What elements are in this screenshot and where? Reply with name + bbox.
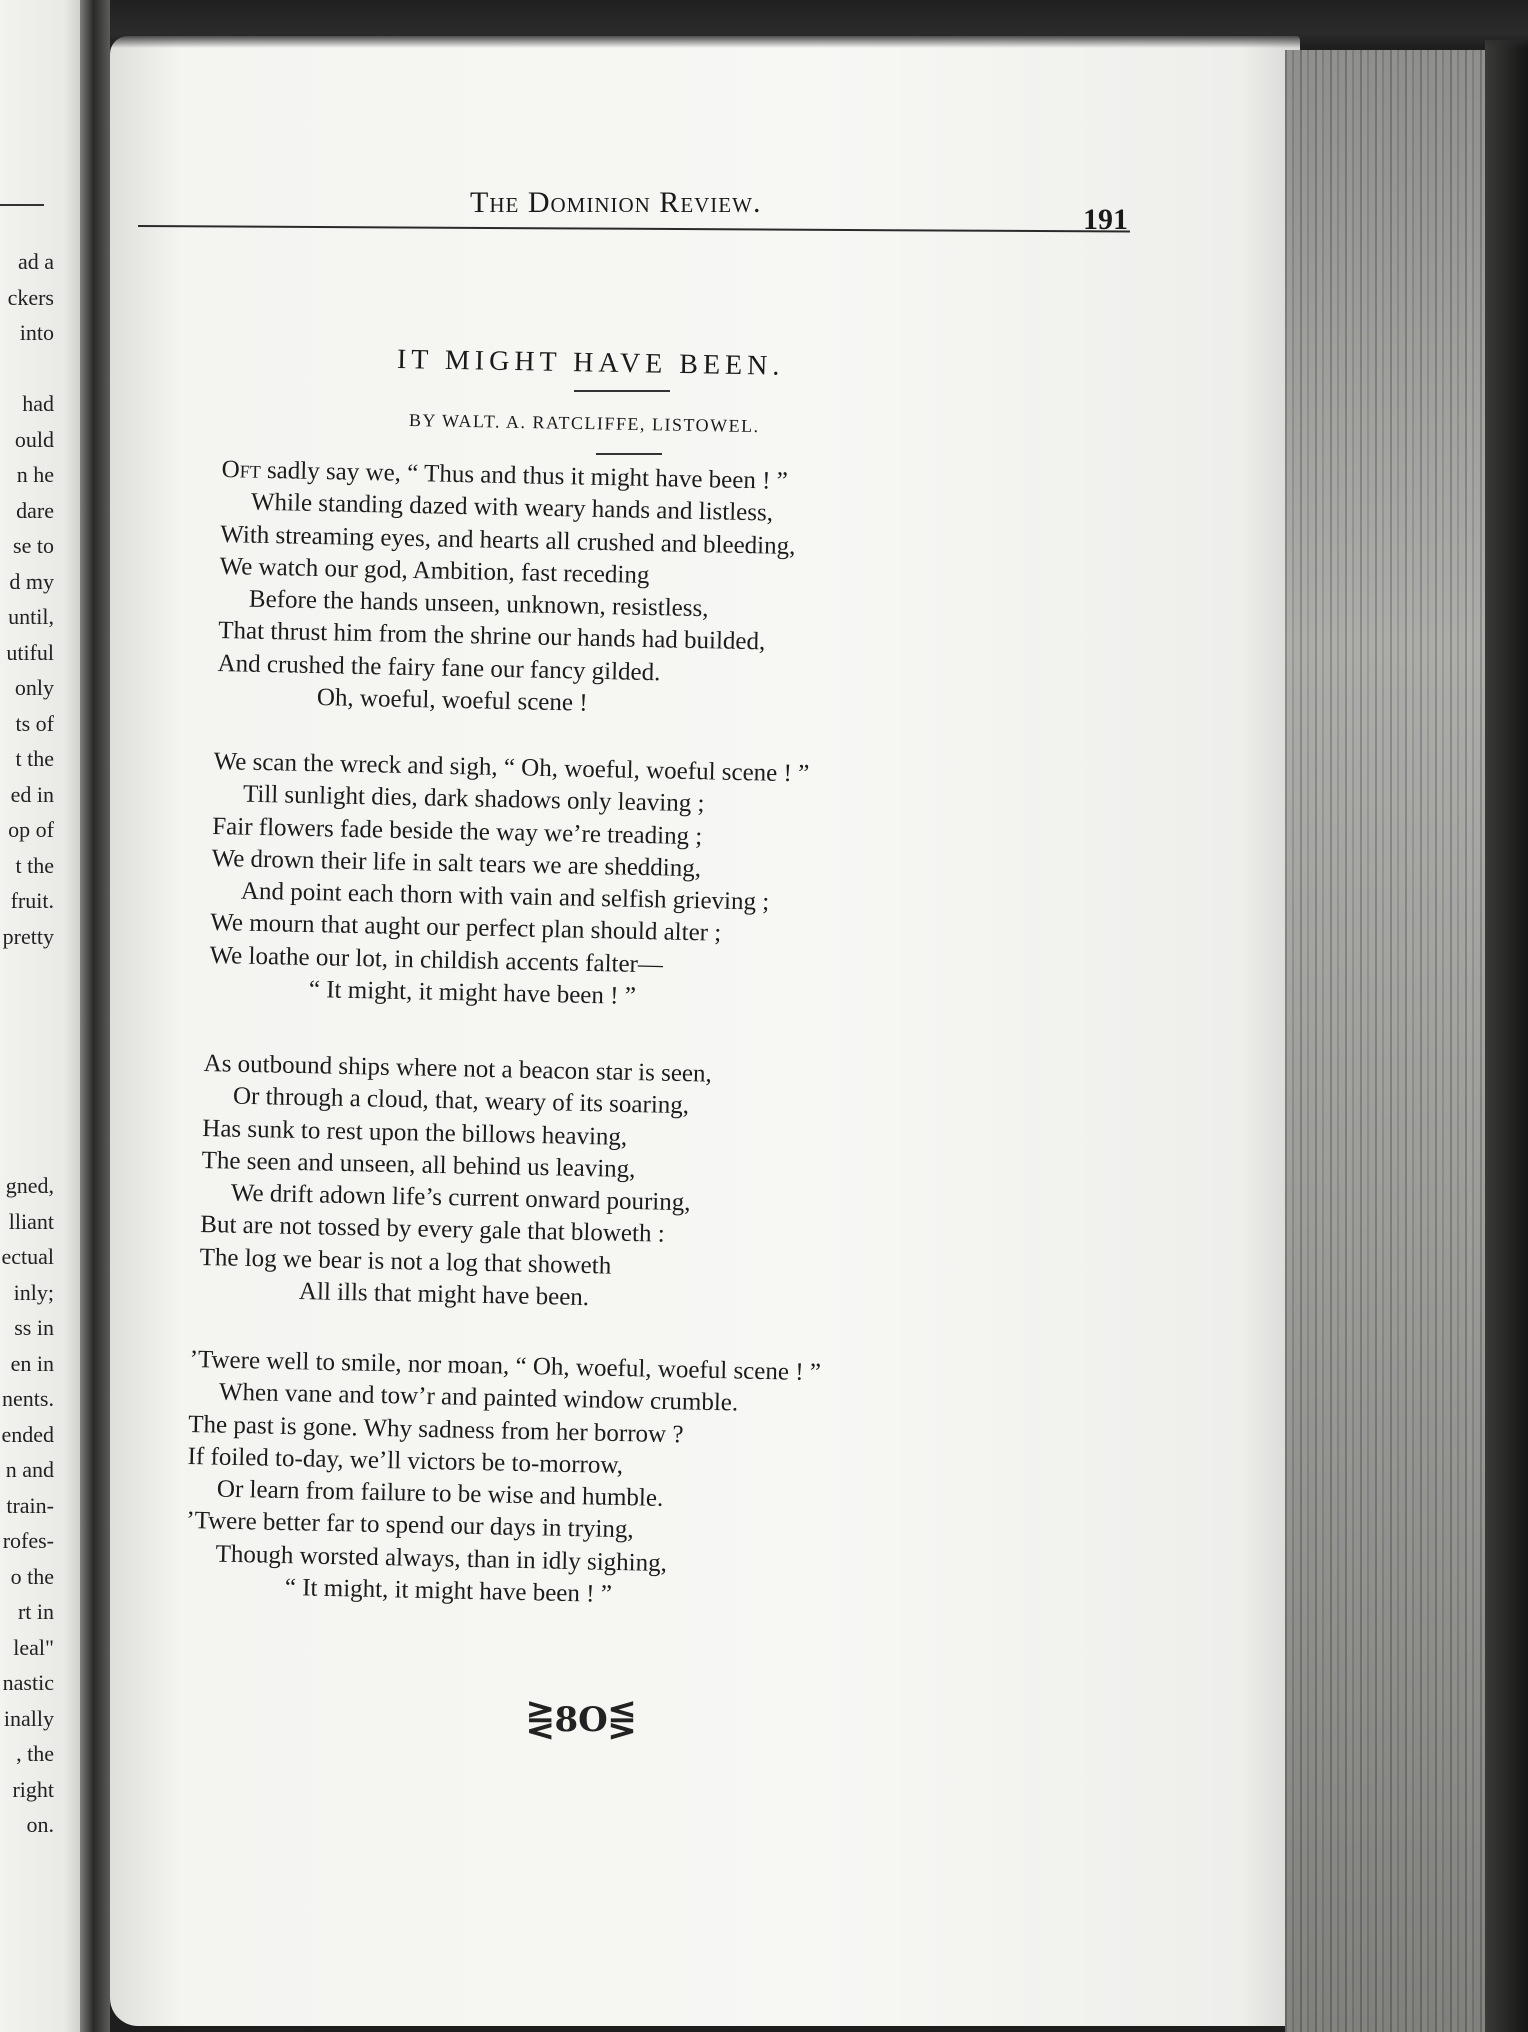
left-line: right (12, 1776, 54, 1802)
ornament-icon: ⋛8O⋚ (526, 1700, 637, 1740)
poem-author: BY WALT. A. RATCLIFFE, LISTOWEL. (408, 410, 760, 437)
verse-line: Or through a cloud, that, weary of its soaring, (232, 1082, 690, 1120)
left-line: fruit. (10, 888, 54, 913)
title-rule (574, 390, 670, 392)
verse-line: We drift adown life’s current onward pouring, (230, 1179, 691, 1217)
left-line: n and (5, 1457, 54, 1482)
stanza-3 (199, 1048, 713, 1317)
verse-line: While standing dazed with weary hands and listless, (250, 488, 774, 527)
left-line: en in (10, 1350, 54, 1376)
left-line: ould (14, 426, 54, 452)
stanza-4 (185, 1344, 822, 1616)
left-line: inally (3, 1705, 54, 1731)
left-line: on. (26, 1812, 54, 1837)
verse-line: Though worsted always, than in idly sighing, (215, 1540, 668, 1577)
left-line: rt in (17, 1599, 54, 1624)
verse-line: But are not tossed by every gale that bloweth : (200, 1211, 665, 1249)
left-line: n he (16, 462, 54, 487)
left-facing-page (0, 0, 80, 2032)
verse-line: Has sunk to rest upon the billows heaving, (202, 1114, 628, 1151)
left-line: ad a (17, 249, 54, 274)
verse-line-rest: sadly say we, “ Thus and thus it might have been ! ” (260, 456, 789, 495)
left-line: op of (8, 817, 54, 842)
verse-line: And point each thorn with vain and selfish grieving ; (240, 877, 770, 916)
left-line: d my (9, 568, 54, 594)
top-shadow (110, 0, 1528, 48)
verse-line: We scan the wreck and sigh, “ Oh, woeful, woeful scene ! ” (213, 747, 810, 788)
verse-line: “ It might, it might have been ! ” (284, 1574, 613, 1608)
left-line: utiful (6, 639, 54, 665)
left-line: into (19, 320, 54, 345)
left-line: se to (13, 533, 54, 558)
left-line: had (22, 391, 54, 416)
page-number: 191 (1083, 203, 1128, 236)
left-line: ckers (7, 284, 54, 310)
verse-line: When vane and tow’r and painted window crumble. (218, 1378, 739, 1417)
left-line: o the (10, 1563, 54, 1589)
left-line: train- (6, 1492, 54, 1518)
left-line: , the (16, 1741, 54, 1766)
left-line: ss in (14, 1315, 54, 1340)
verse-line: The past is gone. Why sadness from her borrow ? (188, 1410, 684, 1448)
left-line: gned, (5, 1173, 54, 1198)
verse-line: “ It might, it might have been ! ” (308, 976, 637, 1010)
stanza-2 (209, 746, 810, 1017)
left-line: rofes- (2, 1528, 54, 1553)
verse-line: If foiled to-day, we’ll victors be to-morrow, (187, 1442, 624, 1479)
left-line: lliant (8, 1208, 54, 1234)
verse-line: ’Twere well to smile, nor moan, “ Oh, woeful, woeful scene ! ” (189, 1345, 822, 1387)
left-line: t the (15, 852, 54, 878)
left-line: pretty (2, 923, 54, 949)
verse-line: We mourn that aught our perfect plan should alter ; (210, 909, 722, 948)
verse-line: As outbound ships where not a beacon star is seen, (203, 1049, 713, 1088)
running-title: The Dominion Review. (470, 186, 762, 219)
main-page (110, 36, 1300, 2026)
left-line: inly; (13, 1279, 54, 1305)
left-page-text (3, 244, 54, 954)
drop-word: Oft (221, 455, 262, 484)
verse-line: Oh, woeful, woeful scene ! (316, 684, 588, 717)
verse-line: We loathe our lot, in childish accents falter— (209, 941, 664, 979)
left-line: ectual (1, 1244, 54, 1269)
verse-line: Or learn from failure to be wise and humble. (216, 1475, 664, 1513)
left-line: only (14, 675, 54, 700)
verse-line: We watch our god, Ambition, fast receding (219, 552, 650, 589)
book-gutter (80, 0, 110, 2032)
left-line: nastic (2, 1670, 54, 1695)
verse-line: Till sunlight dies, dark shadows only leaving ; (242, 780, 705, 818)
left-line: ts of (15, 710, 54, 736)
poem-title: IT MIGHT HAVE BEEN. (396, 344, 785, 382)
author-rule (596, 453, 662, 455)
verse-line: That thrust him from the shrine our hands had builded, (218, 617, 766, 656)
left-page-text-lower (1, 1168, 54, 1843)
book-cover-edge (1485, 40, 1528, 2032)
left-line: until, (8, 604, 54, 629)
verse-line: With streaming eyes, and hearts all crushed and bleeding, (220, 520, 796, 560)
left-line: nents. (2, 1386, 54, 1411)
verse-line: ’Twere better far to spend our days in trying, (186, 1507, 634, 1544)
verse-line: Before the hands unseen, unknown, resistless, (248, 585, 709, 623)
verse-line: All ills that might have been. (298, 1278, 590, 1312)
verse-line: Fair flowers fade beside the way we’re treading ; (212, 812, 703, 850)
left-line: ed in (10, 781, 54, 807)
verse-line: We drown their life in salt tears we are shedding, (211, 844, 702, 883)
stanza-1 (217, 454, 797, 724)
left-line: leal" (13, 1634, 54, 1660)
left-line (3, 351, 54, 387)
left-header-rule (0, 204, 44, 206)
left-line: t the (15, 746, 54, 771)
verse-line: And crushed the fairy fane our fancy gilded. (217, 649, 661, 687)
verse-line: The seen and unseen, all behind us leaving, (201, 1146, 636, 1183)
left-line: ended (1, 1421, 54, 1447)
verse-line: The log we bear is not a log that showeth (199, 1243, 612, 1280)
left-line: dare (16, 497, 54, 523)
